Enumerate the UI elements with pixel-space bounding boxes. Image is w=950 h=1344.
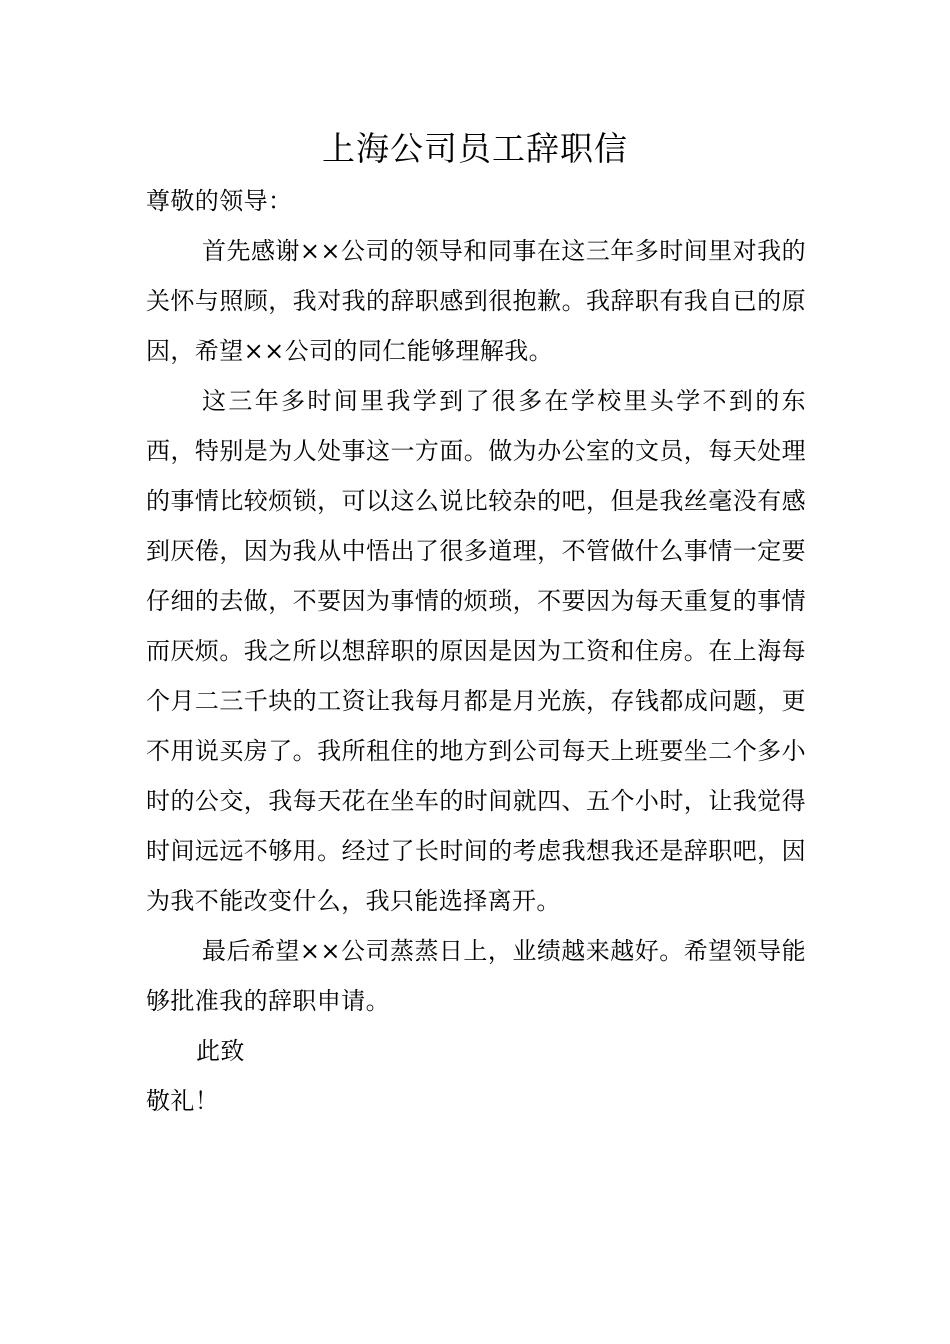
letter-body [146, 176, 806, 1126]
paragraph-reasons: 这三年多时间里我学到了很多在学校里头学不到的东西，特别是为人处事这一方面。做为办公室的文员，每天处理的事情比较烦锁，可以这么说比较杂的吧，但是我丝毫没有感到厌倦，因为我从中悟出了很多道理，不管做什么事情一定要仔细的去做，不要因为事情的烦琐，不要因为每天重复的事情而厌烦。我之所以想辞职的原因是因为工资和住房。在上海每个月二三千块的工资让我每月都是月光族，存钱都成问题，更不用说买房了。我所租住的地方到公司每天上班要坐二个多小时的公交，我每天花在坐车的时间就四、五个小时，让我觉得时间远远不够用。经过了长时间的考虑我想我还是辞职吧，因为我不能改变什么，我只能选择离开。 [146, 387, 806, 915]
document-title: 上海公司员工辞职信 [322, 129, 628, 168]
paragraph-thanks: 首先感谢××公司的领导和同事在这三年多时间里对我的关怀与照顾，我对我的辞职感到很抱歉。我辞职有我自已的原因，希望××公司的同仁能够理解我。 [146, 237, 806, 365]
paragraph-wishes: 最后希望××公司蒸蒸日上，业绩越来越好。希望领导能够批准我的辞职申请。 [146, 937, 806, 1015]
salutation: 尊敬的领导： [146, 187, 293, 215]
closing-regards: 敬礼！ [146, 1087, 220, 1115]
closing-phrase: 此致 [196, 1037, 245, 1065]
